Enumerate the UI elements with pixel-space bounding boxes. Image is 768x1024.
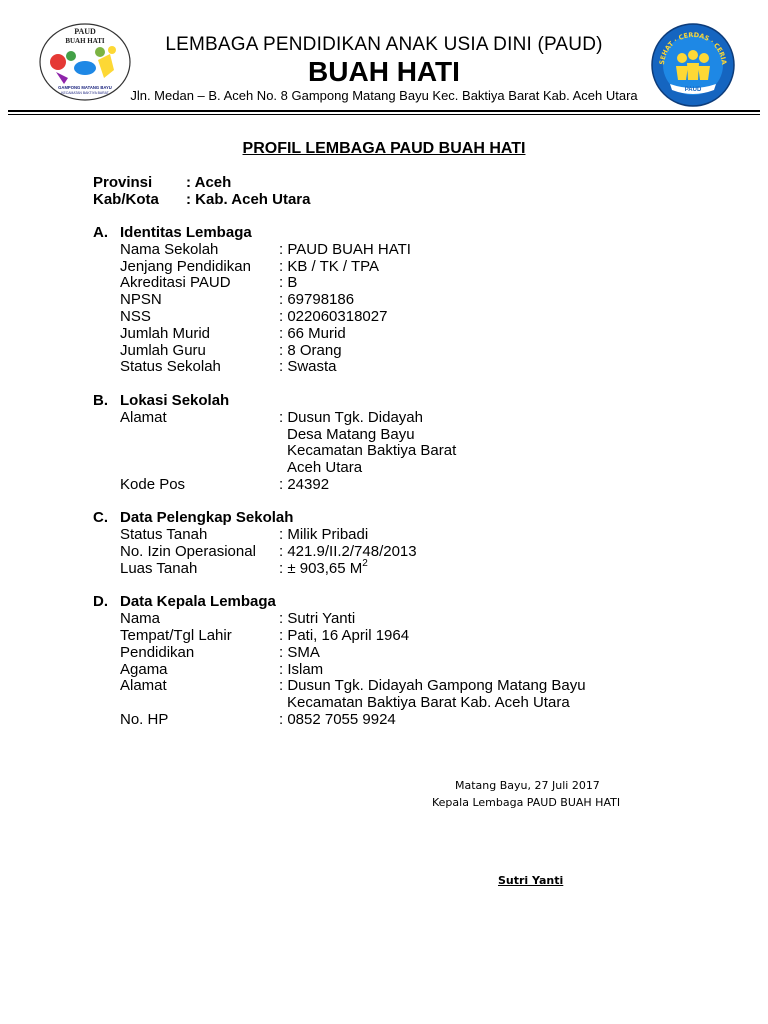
provinsi-value: : Aceh bbox=[186, 174, 232, 191]
luas-tanah-value: : ± 903,65 $M^2$ bbox=[279, 558, 368, 577]
letterhead-rule bbox=[8, 110, 760, 112]
field-label: Nama Sekolah bbox=[120, 241, 219, 258]
alamat-line: Kecamatan Baktiya Barat bbox=[287, 442, 457, 459]
kab-label: Kab/Kota bbox=[93, 191, 159, 208]
field-label: NPSN bbox=[120, 291, 162, 308]
field-label: Tempat/Tgl Lahir bbox=[120, 627, 232, 644]
kode-pos-label: Kode Pos bbox=[120, 476, 186, 493]
field-value: : 69798186 bbox=[279, 291, 355, 308]
letterhead-rule-thin bbox=[8, 114, 760, 115]
field-label: No. Izin Operasional bbox=[120, 543, 256, 560]
letterhead-institution: LEMBAGA PENDIDIKAN ANAK USIA DINI (PAUD) bbox=[165, 34, 603, 55]
field-value: : SMA bbox=[279, 644, 320, 661]
field-label: Jumlah Guru bbox=[120, 342, 206, 359]
unit-superscript: 2 bbox=[362, 558, 368, 569]
section-b-heading: Lokasi Sekolah bbox=[120, 392, 230, 409]
kab-value: : Kab. Aceh Utara bbox=[186, 191, 311, 208]
field-label: Pendidikan bbox=[120, 644, 195, 661]
section-b-letter: B. bbox=[93, 392, 108, 409]
field-label: NSS bbox=[120, 308, 151, 325]
field-value: : B bbox=[279, 274, 298, 291]
field-value: : 8 Orang bbox=[279, 342, 342, 359]
alamat-line: Aceh Utara bbox=[287, 459, 363, 476]
field-label: Agama bbox=[120, 661, 168, 678]
field-value: : 022060318027 bbox=[279, 308, 388, 325]
field-label: Status Tanah bbox=[120, 526, 208, 543]
field-value: : PAUD BUAH HATI bbox=[279, 241, 411, 258]
signature-place-date: Matang Bayu, 27 Juli 2017 bbox=[455, 779, 600, 792]
field-value: : Milik Pribadi bbox=[279, 526, 369, 543]
document-title: PROFIL LEMBAGA PAUD BUAH HATI bbox=[242, 140, 526, 157]
alamat-line: : Dusun Tgk. Didayah bbox=[279, 409, 423, 426]
letterhead-name: BUAH HATI bbox=[308, 56, 460, 87]
svg-text:PAUD: PAUD bbox=[74, 27, 96, 36]
field-value: : 66 Murid bbox=[279, 325, 346, 342]
section-c-heading: Data Pelengkap Sekolah bbox=[120, 509, 294, 526]
svg-text:PAUD: PAUD bbox=[684, 87, 702, 93]
alamat-line: Kecamatan Baktiya Barat Kab. Aceh Utara bbox=[287, 694, 570, 711]
field-label: Jumlah Murid bbox=[120, 325, 211, 342]
field-value: : Islam bbox=[279, 661, 324, 678]
alamat-line: : Dusun Tgk. Didayah Gampong Matang Bayu bbox=[279, 677, 586, 694]
svg-text:SEHAT · CERDAS · CERIA: SEHAT · CERDAS · CERIA bbox=[657, 30, 729, 66]
svg-text:GAMPONG MATANG BAYU: GAMPONG MATANG BAYU bbox=[58, 85, 112, 90]
section-a-letter: A. bbox=[93, 224, 108, 241]
alamat-label: Alamat bbox=[120, 409, 167, 426]
field-value: : Swasta bbox=[279, 358, 337, 375]
hp-value: : 0852 7055 9924 bbox=[279, 711, 396, 728]
field-label: Nama bbox=[120, 610, 161, 627]
section-d-heading: Data Kepala Lembaga bbox=[120, 593, 276, 610]
letterhead-address: Jln. Medan – B. Aceh No. 8 Gampong Matang Bayu Kec. Baktiya Barat Kab. Aceh Utara bbox=[130, 88, 638, 103]
signature-name: Sutri Yanti bbox=[498, 874, 564, 887]
alamat-label: Alamat bbox=[120, 677, 167, 694]
section-c-letter: C. bbox=[93, 509, 108, 526]
section-d-letter: D. bbox=[93, 593, 108, 610]
field-value: : Pati, 16 April 1964 bbox=[279, 627, 410, 644]
field-value: : Sutri Yanti bbox=[279, 610, 356, 627]
field-label: Jenjang Pendidikan bbox=[120, 258, 251, 275]
luas-tanah-label: Luas Tanah bbox=[120, 560, 198, 577]
kode-pos-value: : 24392 bbox=[279, 476, 330, 493]
provinsi-label: Provinsi bbox=[93, 174, 153, 191]
signature-position: Kepala Lembaga PAUD BUAH HATI bbox=[432, 796, 621, 809]
field-value: : KB / TK / TPA bbox=[279, 258, 380, 275]
svg-text:KECAMATAN BAKTIYA BARAT: KECAMATAN BAKTIYA BARAT bbox=[61, 91, 109, 95]
field-label: Akreditasi PAUD bbox=[120, 274, 231, 291]
field-value: : 421.9/II.2/748/2013 bbox=[279, 543, 417, 560]
field-label: Status Sekolah bbox=[120, 358, 221, 375]
alamat-line: Desa Matang Bayu bbox=[287, 426, 415, 443]
svg-text:BUAH HATI: BUAH HATI bbox=[65, 37, 105, 45]
section-a-heading: Identitas Lembaga bbox=[120, 224, 252, 241]
hp-label: No. HP bbox=[120, 711, 169, 728]
